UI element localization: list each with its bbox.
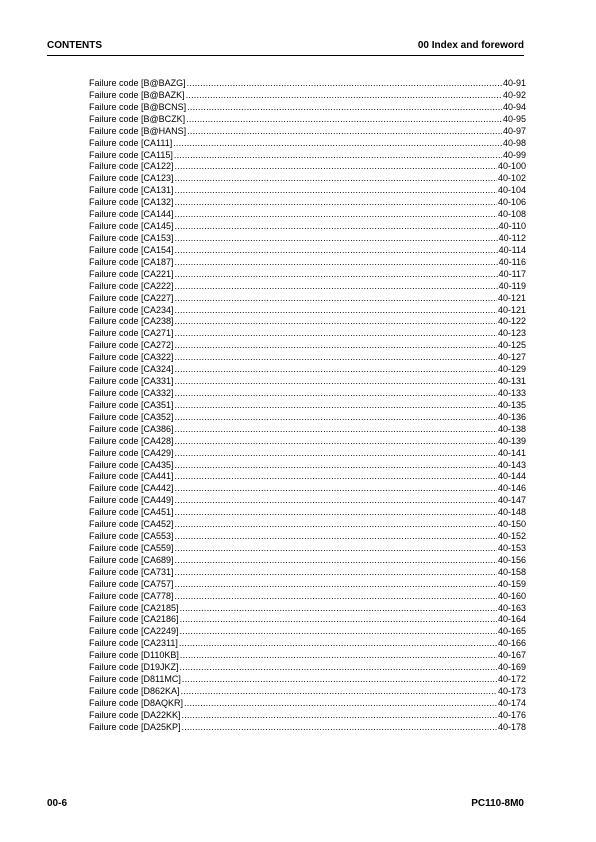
dot-leader xyxy=(181,686,497,698)
toc-entry-title: Failure code [CA154] xyxy=(89,244,174,255)
toc-entry[interactable] xyxy=(89,519,526,531)
dot-leader xyxy=(187,78,502,90)
toc-entry[interactable] xyxy=(89,710,526,722)
dot-leader xyxy=(175,388,497,400)
toc-entry-page: 40-125 xyxy=(497,340,526,351)
toc-entry-page: 40-139 xyxy=(497,435,526,446)
dot-leader xyxy=(175,471,497,483)
header-section-title: CONTENTS xyxy=(47,40,102,51)
toc-entry-title: Failure code [CA122] xyxy=(89,161,174,172)
toc-entry[interactable] xyxy=(89,555,526,567)
toc-entry-title: Failure code [CA449] xyxy=(89,495,174,506)
toc-entry[interactable] xyxy=(89,328,526,340)
toc-entry-page: 40-164 xyxy=(497,614,526,625)
toc-entry[interactable] xyxy=(89,364,526,376)
toc-entry-page: 40-135 xyxy=(497,399,526,410)
toc-entry[interactable] xyxy=(89,269,526,281)
toc-entry[interactable] xyxy=(89,293,526,305)
toc-entry-title: Failure code [D19JKZ] xyxy=(89,662,179,673)
dot-leader xyxy=(175,412,497,424)
toc-entry-page: 40-114 xyxy=(498,244,526,255)
dot-leader xyxy=(180,662,497,674)
toc-entry-title: Failure code [CA351] xyxy=(89,399,174,410)
dot-leader xyxy=(175,531,497,543)
dot-leader xyxy=(175,305,497,317)
toc-entry[interactable] xyxy=(89,114,526,126)
toc-entry-title: Failure code [CA442] xyxy=(89,483,174,494)
dot-leader xyxy=(187,126,502,138)
toc-entry-title: Failure code [CA324] xyxy=(89,364,174,375)
toc-entry-title: Failure code [CA435] xyxy=(89,459,174,470)
dot-leader xyxy=(175,555,497,567)
toc-entry-page: 40-141 xyxy=(497,447,526,458)
dot-leader xyxy=(175,340,497,352)
toc-entry-page: 40-117 xyxy=(498,268,526,279)
toc-entry[interactable] xyxy=(89,650,526,662)
toc-entry-title: Failure code [D110KB] xyxy=(89,650,179,661)
toc-entry[interactable] xyxy=(89,150,526,162)
dot-leader xyxy=(175,436,497,448)
toc-entry[interactable] xyxy=(89,209,526,221)
dot-leader xyxy=(182,722,497,734)
toc-entry-title: Failure code [CA238] xyxy=(89,316,174,327)
dot-leader xyxy=(174,150,502,162)
toc-entry-title: Failure code [CA452] xyxy=(89,519,174,530)
toc-entry-title: Failure code [CA111] xyxy=(89,137,173,148)
toc-entry-page: 40-163 xyxy=(497,602,526,613)
toc-entry[interactable] xyxy=(89,316,526,328)
toc-entry-title: Failure code [CA222] xyxy=(89,280,174,291)
dot-leader xyxy=(186,114,502,126)
toc-entry[interactable] xyxy=(89,507,526,519)
dot-leader xyxy=(175,495,497,507)
dot-leader xyxy=(175,173,497,185)
toc-entry[interactable] xyxy=(89,448,526,460)
toc-entry-page: 40-112 xyxy=(498,232,526,243)
dot-leader xyxy=(175,281,498,293)
toc-entry-page: 40-106 xyxy=(497,197,526,208)
toc-entry-page: 40-166 xyxy=(497,638,526,649)
toc-entry[interactable] xyxy=(89,221,526,233)
toc-entry[interactable] xyxy=(89,90,526,102)
toc-entry[interactable] xyxy=(89,567,526,579)
toc-entry-page: 40-100 xyxy=(497,161,526,172)
dot-leader xyxy=(175,185,497,197)
toc-entry[interactable] xyxy=(89,78,526,90)
dot-leader xyxy=(175,197,497,209)
toc-entry-page: 40-148 xyxy=(497,507,526,518)
toc-entry[interactable] xyxy=(89,412,526,424)
toc-entry-page: 40-152 xyxy=(497,531,526,542)
toc-entry-title: Failure code [CA731] xyxy=(89,566,174,577)
toc-entry[interactable] xyxy=(89,305,526,317)
dot-leader xyxy=(175,448,497,460)
toc-entry[interactable] xyxy=(89,698,526,710)
toc-entry[interactable] xyxy=(89,436,526,448)
toc-entry-page: 40-160 xyxy=(497,590,526,601)
toc-entry-page: 40-91 xyxy=(502,78,526,88)
dot-leader xyxy=(180,603,497,615)
toc-entry-title: Failure code [CA689] xyxy=(89,554,174,565)
toc-entry[interactable] xyxy=(89,638,526,650)
toc-entry-title: Failure code [B@BAZK] xyxy=(89,89,185,100)
toc-entry-title: Failure code [CA331] xyxy=(89,376,174,387)
toc-entry-page: 40-121 xyxy=(497,304,526,315)
toc-entry-page: 40-108 xyxy=(497,209,526,220)
toc-entry-title: Failure code [CA429] xyxy=(89,447,174,458)
toc-entry[interactable] xyxy=(89,722,526,734)
toc-entry[interactable] xyxy=(89,543,526,555)
toc-entry[interactable] xyxy=(89,662,526,674)
toc-entry[interactable] xyxy=(89,340,526,352)
toc-entry[interactable] xyxy=(89,388,526,400)
toc-entry-page: 40-156 xyxy=(497,554,526,565)
dot-leader xyxy=(175,567,497,579)
toc-entry-title: Failure code [B@BAZG] xyxy=(89,78,186,88)
toc-entry-title: Failure code [CA2249] xyxy=(89,626,179,637)
toc-entry-title: Failure code [CA451] xyxy=(89,507,174,518)
toc-entry-page: 40-123 xyxy=(497,328,526,339)
toc-entry-title: Failure code [CA559] xyxy=(89,542,174,553)
toc-entry-page: 40-153 xyxy=(497,542,526,553)
toc-entry-title: Failure code [CA441] xyxy=(89,471,174,482)
toc-entry[interactable] xyxy=(89,173,526,185)
dot-leader xyxy=(175,364,497,376)
toc-entry[interactable] xyxy=(89,400,526,412)
toc-entry-page: 40-165 xyxy=(497,626,526,637)
toc-entry-title: Failure code [CA132] xyxy=(89,197,174,208)
dot-leader xyxy=(175,483,497,495)
toc-entry-page: 40-129 xyxy=(497,364,526,375)
dot-leader xyxy=(175,269,498,281)
toc-entry-page: 40-92 xyxy=(502,89,526,100)
toc-entry[interactable] xyxy=(89,245,526,257)
toc-entry-page: 40-172 xyxy=(497,674,526,685)
dot-leader xyxy=(175,460,497,472)
toc-entry-title: Failure code [DA22KK] xyxy=(89,709,181,720)
toc-entry-title: Failure code [CA187] xyxy=(89,256,174,267)
dot-leader xyxy=(182,674,497,686)
toc-entry[interactable] xyxy=(89,495,526,507)
toc-entry-page: 40-158 xyxy=(497,566,526,577)
header-chapter-title: 00 Index and foreword xyxy=(417,40,524,51)
toc-entry[interactable] xyxy=(89,257,526,269)
page-footer xyxy=(47,798,524,809)
dot-leader xyxy=(180,614,497,626)
toc-entry-page: 40-133 xyxy=(497,387,526,398)
toc-entry-title: Failure code [CA271] xyxy=(89,328,174,339)
dot-leader xyxy=(175,209,497,221)
toc-entry-page: 40-121 xyxy=(497,292,526,303)
toc-entry-title: Failure code [D8AQKR] xyxy=(89,697,184,708)
dot-leader xyxy=(175,316,497,328)
toc-entry-page: 40-97 xyxy=(502,125,526,136)
toc-entry-title: Failure code [CA234] xyxy=(89,304,174,315)
toc-entry-title: Failure code [CA778] xyxy=(89,590,174,601)
toc-entry-title: Failure code [CA386] xyxy=(89,423,174,434)
toc-entry-page: 40-95 xyxy=(502,113,526,124)
dot-leader xyxy=(175,591,497,603)
toc-entry-page: 40-136 xyxy=(497,411,526,422)
toc-entry-page: 40-98 xyxy=(502,137,526,148)
toc-entry[interactable] xyxy=(89,531,526,543)
toc-entry-title: Failure code [B@HANS] xyxy=(89,125,187,136)
header-rule xyxy=(47,55,524,56)
toc-entry-page: 40-104 xyxy=(497,185,526,196)
dot-leader xyxy=(186,90,502,102)
toc-entry-title: Failure code [DA25KP] xyxy=(89,721,181,732)
toc-entry[interactable] xyxy=(89,471,526,483)
dot-leader xyxy=(175,579,497,591)
toc-entry-title: Failure code [CA428] xyxy=(89,435,174,446)
toc-entry[interactable] xyxy=(89,376,526,388)
toc-entry-title: Failure code [CA272] xyxy=(89,340,174,351)
toc-entry-title: Failure code [CA2185] xyxy=(89,602,179,613)
toc-entry-page: 40-99 xyxy=(502,149,526,160)
toc-entry-title: Failure code [CA2186] xyxy=(89,614,179,625)
toc-entry-page: 40-122 xyxy=(497,316,526,327)
dot-leader xyxy=(175,376,497,388)
dot-leader xyxy=(175,328,497,340)
toc-entry-title: Failure code [CA757] xyxy=(89,578,174,589)
dot-leader xyxy=(175,543,497,555)
toc-entry[interactable] xyxy=(89,674,526,686)
toc-entry-title: Failure code [CA2311] xyxy=(89,638,178,649)
toc-entry[interactable] xyxy=(89,281,526,293)
toc-entry-title: Failure code [D811MC] xyxy=(89,674,181,685)
dot-leader xyxy=(173,138,502,150)
toc-entry-page: 40-169 xyxy=(497,662,526,673)
dot-leader xyxy=(175,233,498,245)
toc-entry-page: 40-150 xyxy=(497,519,526,530)
toc-entry-title: Failure code [CA352] xyxy=(89,411,174,422)
toc-entry-page: 40-178 xyxy=(497,721,526,732)
toc-entry[interactable] xyxy=(89,424,526,436)
toc-entry-page: 40-127 xyxy=(497,352,526,363)
toc-entry-title: Failure code [D862KA] xyxy=(89,686,180,697)
dot-leader xyxy=(175,400,497,412)
toc-entry[interactable] xyxy=(89,626,526,638)
toc-entry[interactable] xyxy=(89,352,526,364)
toc-entry-page: 40-116 xyxy=(498,256,526,267)
toc-entry-title: Failure code [CA553] xyxy=(89,531,174,542)
toc-entry[interactable] xyxy=(89,460,526,472)
dot-leader xyxy=(175,245,498,257)
toc-entry-title: Failure code [CA145] xyxy=(89,221,174,232)
dot-leader xyxy=(175,221,498,233)
toc-entry-page: 40-174 xyxy=(497,697,526,708)
dot-leader xyxy=(175,507,497,519)
toc-entry-title: Failure code [CA332] xyxy=(89,387,174,398)
dot-leader xyxy=(179,638,497,650)
toc-entry-title: Failure code [CA115] xyxy=(89,149,173,160)
toc-entry[interactable] xyxy=(89,483,526,495)
toc-entry-page: 40-146 xyxy=(497,483,526,494)
dot-leader xyxy=(175,293,497,305)
toc-entry[interactable] xyxy=(89,579,526,591)
table-of-contents xyxy=(89,78,526,734)
toc-entry[interactable] xyxy=(89,603,526,615)
toc-entry[interactable] xyxy=(89,138,526,150)
toc-entry-title: Failure code [CA227] xyxy=(89,292,174,303)
toc-entry-page: 40-110 xyxy=(498,221,526,232)
dot-leader xyxy=(180,626,497,638)
toc-entry[interactable] xyxy=(89,614,526,626)
toc-entry-page: 40-94 xyxy=(502,101,526,112)
toc-entry[interactable] xyxy=(89,197,526,209)
toc-entry-page: 40-147 xyxy=(497,495,526,506)
dot-leader xyxy=(175,161,497,173)
toc-entry[interactable] xyxy=(89,161,526,173)
toc-entry-page: 40-119 xyxy=(498,280,526,291)
dot-leader xyxy=(184,698,497,710)
dot-leader xyxy=(182,710,497,722)
toc-entry[interactable] xyxy=(89,686,526,698)
toc-entry-title: Failure code [B@BCNS] xyxy=(89,101,187,112)
toc-entry[interactable] xyxy=(89,185,526,197)
toc-entry-page: 40-176 xyxy=(497,709,526,720)
toc-entry-title: Failure code [CA221] xyxy=(89,268,174,279)
toc-entry[interactable] xyxy=(89,102,526,114)
toc-entry-page: 40-131 xyxy=(497,376,526,387)
toc-entry-page: 40-138 xyxy=(497,423,526,434)
toc-entry-page: 40-173 xyxy=(497,686,526,697)
toc-entry[interactable] xyxy=(89,591,526,603)
toc-entry-page: 40-159 xyxy=(497,578,526,589)
toc-entry[interactable] xyxy=(89,233,526,245)
dot-leader xyxy=(175,424,497,436)
page-number: 00-6 xyxy=(47,798,68,809)
toc-entry-page: 40-167 xyxy=(497,650,526,661)
toc-entry-page: 40-102 xyxy=(497,173,526,184)
toc-entry-title: Failure code [CA322] xyxy=(89,352,174,363)
page-header xyxy=(47,40,524,51)
toc-entry-page: 40-144 xyxy=(497,471,526,482)
toc-entry-title: Failure code [CA131] xyxy=(89,185,174,196)
model-code: PC110-8M0 xyxy=(471,798,524,809)
dot-leader xyxy=(175,352,497,364)
toc-entry-page: 40-143 xyxy=(497,459,526,470)
toc-entry-title: Failure code [CA144] xyxy=(89,209,174,220)
dot-leader xyxy=(180,650,497,662)
toc-entry-title: Failure code [B@BCZK] xyxy=(89,113,186,124)
toc-entry-title: Failure code [CA123] xyxy=(89,173,174,184)
dot-leader xyxy=(175,519,497,531)
toc-entry-title: Failure code [CA153] xyxy=(89,232,174,243)
dot-leader xyxy=(175,257,498,269)
dot-leader xyxy=(187,102,502,114)
toc-entry[interactable] xyxy=(89,126,526,138)
